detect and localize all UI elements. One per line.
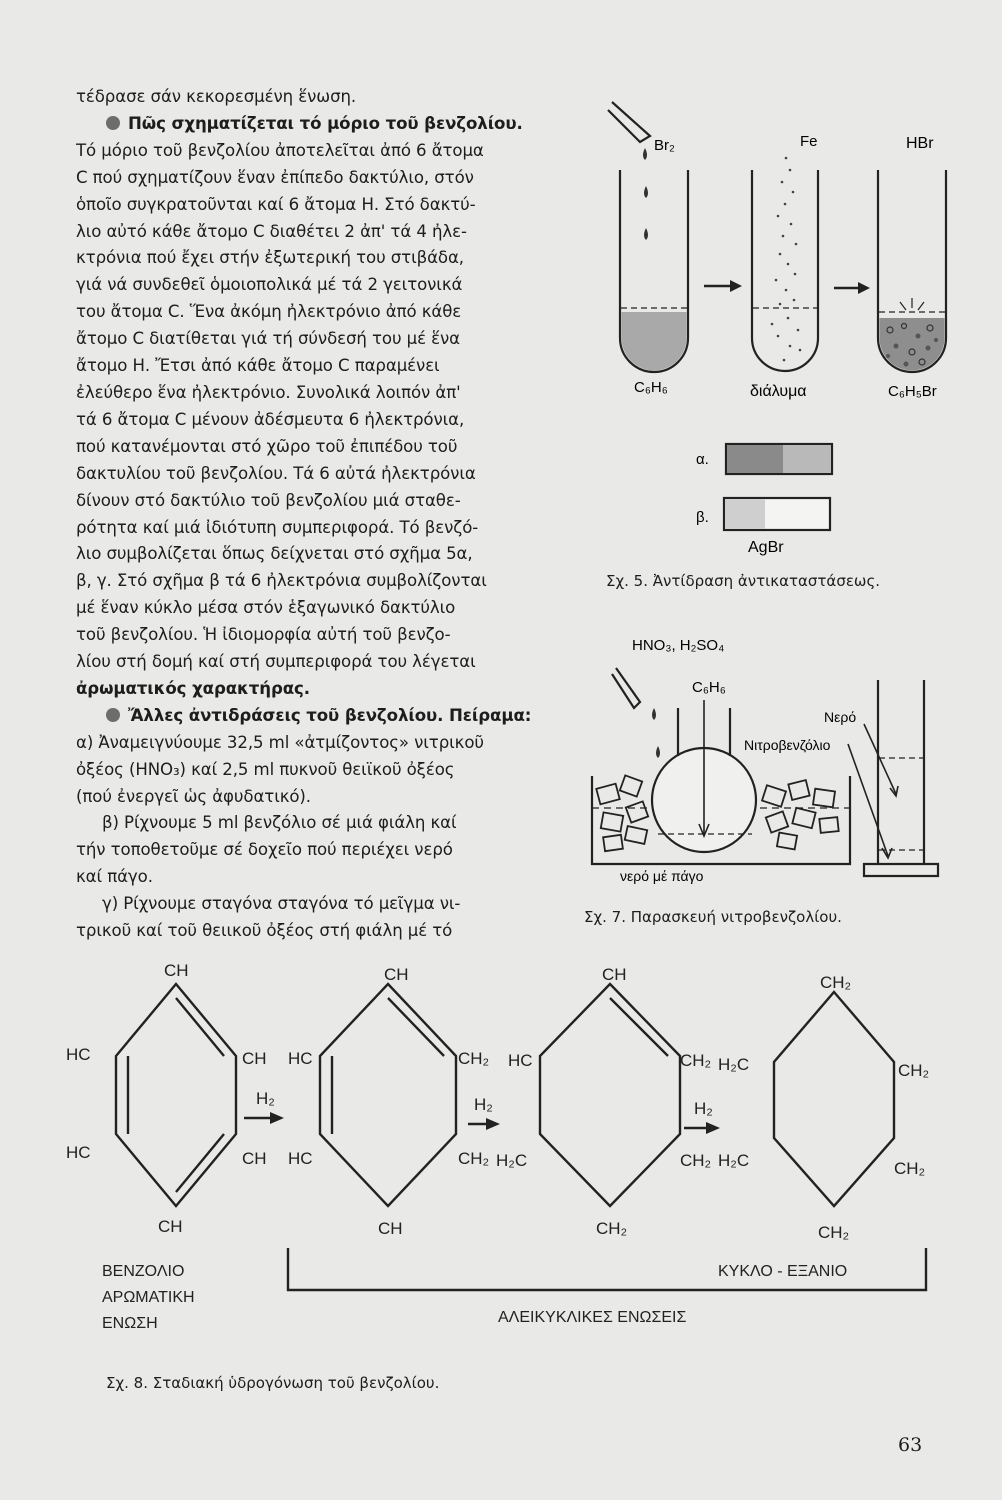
funnel-icon	[612, 668, 640, 708]
figure-5-caption: Σχ. 5. Ἀντίδραση ἀντικαταστάσεως.	[606, 572, 881, 590]
text-line: δακτυλίου τοῦ βενζολίου. Τά 6 αὐτά ἠλεκτρόνια	[76, 463, 476, 483]
bullet-icon	[106, 116, 120, 130]
figure-8-caption: Σχ. 8. Σταδιακή ὑδρογόνωση τοῦ βενζολίου.	[106, 1374, 440, 1392]
reagent-h2: H₂	[694, 1099, 713, 1118]
text-line: ὀξέος (HNO₃) καί 2,5 ml πυκνοῦ θειϊκοῦ ὀξέος	[76, 759, 455, 779]
water-label: Νερό	[824, 709, 857, 725]
text-line: τοῦ βενζολίου. Ἡ ἰδιομορφία αὐτή τοῦ βενζο-	[76, 625, 451, 645]
cyclohexene-ring	[540, 984, 680, 1206]
text-line: ὁποῖο συγκρατοῦνται καί 6 ἄτομα Η. Στό δακτύ-	[76, 194, 476, 214]
solution-label: διάλυμα	[750, 383, 807, 400]
alicyclic-label: ΑΛΕΙΚΥΚΛΙΚΕΣ ΕΝΩΣΕΙΣ	[498, 1309, 687, 1326]
text-line: β) Ρίχνουμε 5 ml βενζόλιο σέ μιά φιάλη καί	[102, 813, 457, 833]
text-line: κτρόνια πού ἔχει στήν ἐξωτερική του στιβάδα,	[76, 248, 464, 268]
atom-ch: CH	[384, 965, 409, 984]
aromatic-label: ΑΡΩΜΑΤΙΚΗ	[102, 1289, 195, 1306]
atom-ch: CH	[602, 965, 627, 984]
text-line: λιο αὐτό κάθε ἄτομο C διαθέτει 2 ἀπ' τά 4 ἠλε-	[76, 221, 467, 241]
atom-ch: CH	[242, 1049, 267, 1068]
aromatic-term: ἀρωματικός χαρακτήρας.	[76, 678, 310, 698]
text-line: πού κατανέμονται στό χῶρο τοῦ ἐπιπέδου τοῦ	[76, 436, 458, 456]
page-number: 63	[898, 1434, 923, 1456]
benzene-liquid	[622, 312, 687, 371]
text-line: του ἄτομα C. Ἕνα ἀκόμη ἠλεκτρόνιο ἀπό κάθε	[76, 302, 462, 322]
cyclohexadiene-ring	[320, 984, 456, 1206]
reagent-h2: H₂	[474, 1095, 493, 1114]
text-line: καί πάγο.	[76, 867, 153, 887]
test-tube-2	[752, 170, 818, 371]
figure-8-hydrogenation-of-benzene	[58, 952, 958, 1332]
atom-ch2: CH₂	[898, 1061, 930, 1080]
atom-ch2: CH₂	[894, 1159, 926, 1178]
benzene-ring	[116, 984, 236, 1206]
bullet-icon	[106, 708, 120, 722]
text-line: τρικοῦ καί τοῦ θειικοῦ ὀξέος στή φιάλη μέ τό	[76, 921, 453, 941]
ice-water-label: νερό μέ πάγο	[620, 868, 704, 884]
atom-ch2: CH₂	[680, 1151, 712, 1170]
atom-ch: CH	[242, 1149, 267, 1168]
text-line: Τό μόριο τοῦ βενζολίου ἀποτελεῖται ἀπό 6 ἄτομα	[76, 140, 484, 160]
acids-label: HNO₃, H₂SO₄	[632, 637, 725, 654]
atom-ch2: CH₂	[818, 1223, 850, 1242]
benzene-label: C₆H₆	[692, 679, 726, 696]
text-line: γ) Ρίχνουμε σταγόνα σταγόνα τό μεῖγμα νι-	[102, 894, 461, 914]
drop-icon	[644, 186, 648, 198]
atom-ch: CH	[158, 1217, 183, 1236]
left-column-text	[76, 84, 584, 945]
pouring-bottle-icon	[608, 102, 650, 142]
atom-hc: HC	[66, 1143, 91, 1162]
c6h6-label: C₆H₆	[634, 379, 668, 396]
atom-ch: CH	[164, 961, 189, 980]
text-line: ἄτομο Η. Ἔτσι ἀπό κάθε ἄτομο C παραμένει	[76, 356, 440, 376]
atom-ch: CH	[378, 1219, 403, 1238]
text-line: γιά νά συνδεθεῖ ὁμοιοπολικά μέ τά 2 γειτονικά	[76, 275, 463, 295]
atom-h2c: H₂C	[718, 1151, 750, 1170]
text-line: ἄτομο C διατίθεται γιά τή σύνδεσή του μέ ἕνα	[76, 329, 461, 349]
atom-ch2: CH₂	[680, 1051, 712, 1070]
benzene-name: ΒΕΝΖΟΛΙΟ	[102, 1263, 185, 1280]
atom-hc: HC	[508, 1051, 533, 1070]
cyclohexane-ring	[774, 992, 894, 1206]
text-line: τά 6 ἄτομα C μένουν ἀδέσμευτα 6 ἠλεκτρόνια,	[76, 409, 465, 429]
text-line: C πού σχηματίζουν ἕναν ἐπίπεδο δακτύλιο, στόν	[76, 167, 474, 187]
iron-powder-dots	[771, 157, 802, 362]
reagent-h2: H₂	[256, 1089, 275, 1108]
label-a: α.	[696, 451, 709, 468]
atom-hc: HC	[288, 1049, 313, 1068]
compound-label: ΕΝΩΣΗ	[102, 1315, 158, 1332]
text-line: α) Ἀναμειγνύουμε 32,5 ml «ἀτμίζοντος» νιτρικοῦ	[76, 732, 484, 752]
text-line: β, γ. Στό σχῆμα β τά 6 ἠλεκτρόνια συμβολίζονται	[76, 571, 487, 591]
heading-text: Πῶς σχηματίζεται τό μόριο τοῦ βενζολίου.	[128, 113, 523, 133]
figure-7-nitrobenzene-preparation	[588, 628, 948, 896]
c6h5br-label: C₆H₅Br	[888, 383, 937, 400]
text-line: τέδρασε σάν κεκορεσμένη ἕνωση.	[76, 87, 357, 106]
label-b: β.	[696, 509, 709, 526]
text-line: δίνουν στό δακτύλιο τοῦ βενζολίου μιά σταθε-	[76, 490, 461, 510]
section-heading	[76, 703, 584, 730]
heading-text: Ἄλλες ἀντιδράσεις τοῦ βενζολίου. Πείραμα:	[128, 705, 532, 725]
text-line: (πού ἐνεργεῖ ὡς ἀφυδατικό).	[76, 786, 311, 806]
section-heading	[76, 111, 584, 138]
fe-label: Fe	[800, 133, 818, 150]
text-line: ρότητα καί μιά ἰδιότυπη συμπεριφορά. Τό βενζό-	[76, 517, 479, 537]
ice-cubes-right	[762, 780, 839, 849]
nitrobenzene-label: Νιτροβενζόλιο	[744, 737, 831, 753]
text-line: τήν τοποθετοῦμε σέ δοχεῖο πού περιέχει νερό	[76, 840, 453, 860]
atom-ch2: CH₂	[458, 1049, 490, 1068]
br2-label: Br₂	[654, 137, 675, 154]
drop-icon	[656, 746, 660, 758]
atom-h2c: H₂C	[718, 1055, 750, 1074]
atom-hc: HC	[288, 1149, 313, 1168]
atom-ch2: CH₂	[458, 1149, 490, 1168]
figure-5-substitution-reaction	[590, 98, 970, 568]
text-line: λιο συμβολίζεται ὅπως δείχνεται στό σχῆμα 5α,	[76, 544, 473, 564]
drop-icon	[644, 228, 648, 240]
figure-7-caption: Σχ. 7. Παρασκευή νιτροβενζολίου.	[584, 908, 842, 926]
text-line: μέ ἕναν κύκλο μέσα στόν ἑξαγωνικό δακτύλιο	[76, 598, 456, 618]
atom-ch2: CH₂	[820, 973, 852, 992]
drop-icon	[643, 148, 647, 160]
separating-cylinder	[878, 680, 924, 864]
atom-hc: HC	[66, 1045, 91, 1064]
atom-h2c: H₂C	[496, 1151, 528, 1170]
text-line: ἐλεύθερο ἕνα ἠλεκτρόνιο. Συνολικά λοιπόν ἀπ'	[76, 382, 461, 402]
drop-icon	[652, 708, 656, 720]
ice-cubes-left	[596, 775, 648, 851]
agbr-label: AgBr	[748, 539, 784, 556]
text-line: λίου στή δομή καί στή συμπεριφορά του λέγεται	[76, 652, 476, 672]
hbr-label: HBr	[906, 135, 934, 152]
cyclohexane-label: ΚΥΚΛΟ - ΕΞΑΝΙΟ	[718, 1263, 848, 1280]
atom-ch2: CH₂	[596, 1219, 628, 1238]
